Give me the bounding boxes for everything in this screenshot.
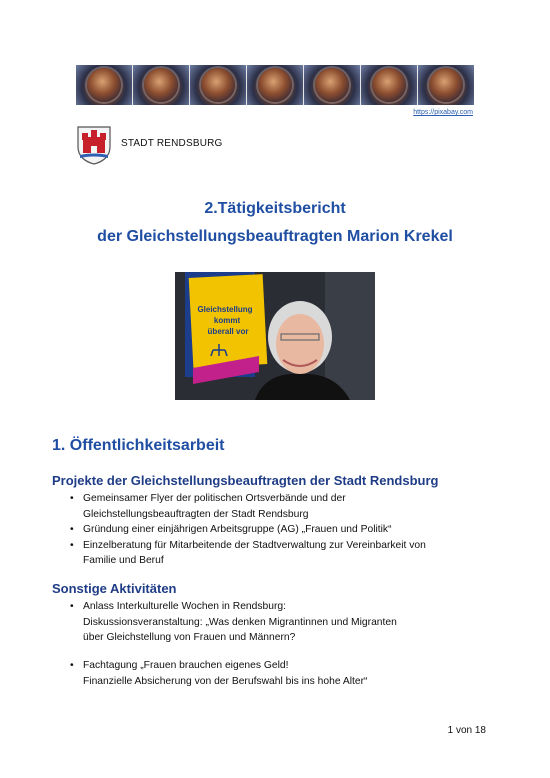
portrait-photo [175,272,375,400]
header-banner [76,65,474,105]
page-number: 1 von 18 [447,725,486,736]
list-item: • Anlass Interkulturelle Wochen in Rendsburg: Diskussionsveranstaltung: „Was denken Migrantinnen und Migranten über Gleichstellung von Frauen und Männern? [66,599,486,646]
banner-image [418,65,474,105]
image-credit-link[interactable]: https://pixabay.com [413,109,473,116]
projects-heading: Projekte der Gleichstellungsbeauftragten der Stadt Rendsburg [52,473,439,488]
banner-image [247,65,304,105]
city-name: STADT RENDSBURG [121,138,223,149]
report-subtitle: der Gleichstellungsbeauftragten Marion Krekel [97,228,453,245]
banner-image [304,65,361,105]
banner-image [133,65,190,105]
coat-of-arms-icon [76,125,112,165]
other-activities-list-cont [66,658,486,689]
sign-line: überall vor [207,327,249,336]
other-activities-list [66,599,486,646]
banner-image [190,65,247,105]
banner-image [76,65,133,105]
banner-image [361,65,418,105]
section-heading: 1. Öffentlichkeitsarbeit [52,437,225,454]
list-item: • Gemeinsamer Flyer der politischen Ortsverbände und der Gleichstellungsbeauftragten der Stadt Rendsburg [66,491,486,522]
list-item: • Einzelberatung für Mitarbeitende der Stadtverwaltung zur Vereinbarkeit von Familie und Beruf [66,538,486,569]
report-title: 2.Tätigkeitsbericht [204,200,346,217]
sign-line: kommt [213,316,241,325]
other-activities-heading: Sonstige Aktivitäten [52,581,177,596]
projects-list [66,491,486,569]
list-item: • Fachtagung „Frauen brauchen eigenes Geld! Finanzielle Absicherung von der Berufswahl bis ins hohe Alter“ [66,658,486,689]
sign-line: Gleichstellung [197,305,253,314]
list-item: • Gründung einer einjährigen Arbeitsgruppe (AG) „Frauen und Politik“ [66,522,486,538]
